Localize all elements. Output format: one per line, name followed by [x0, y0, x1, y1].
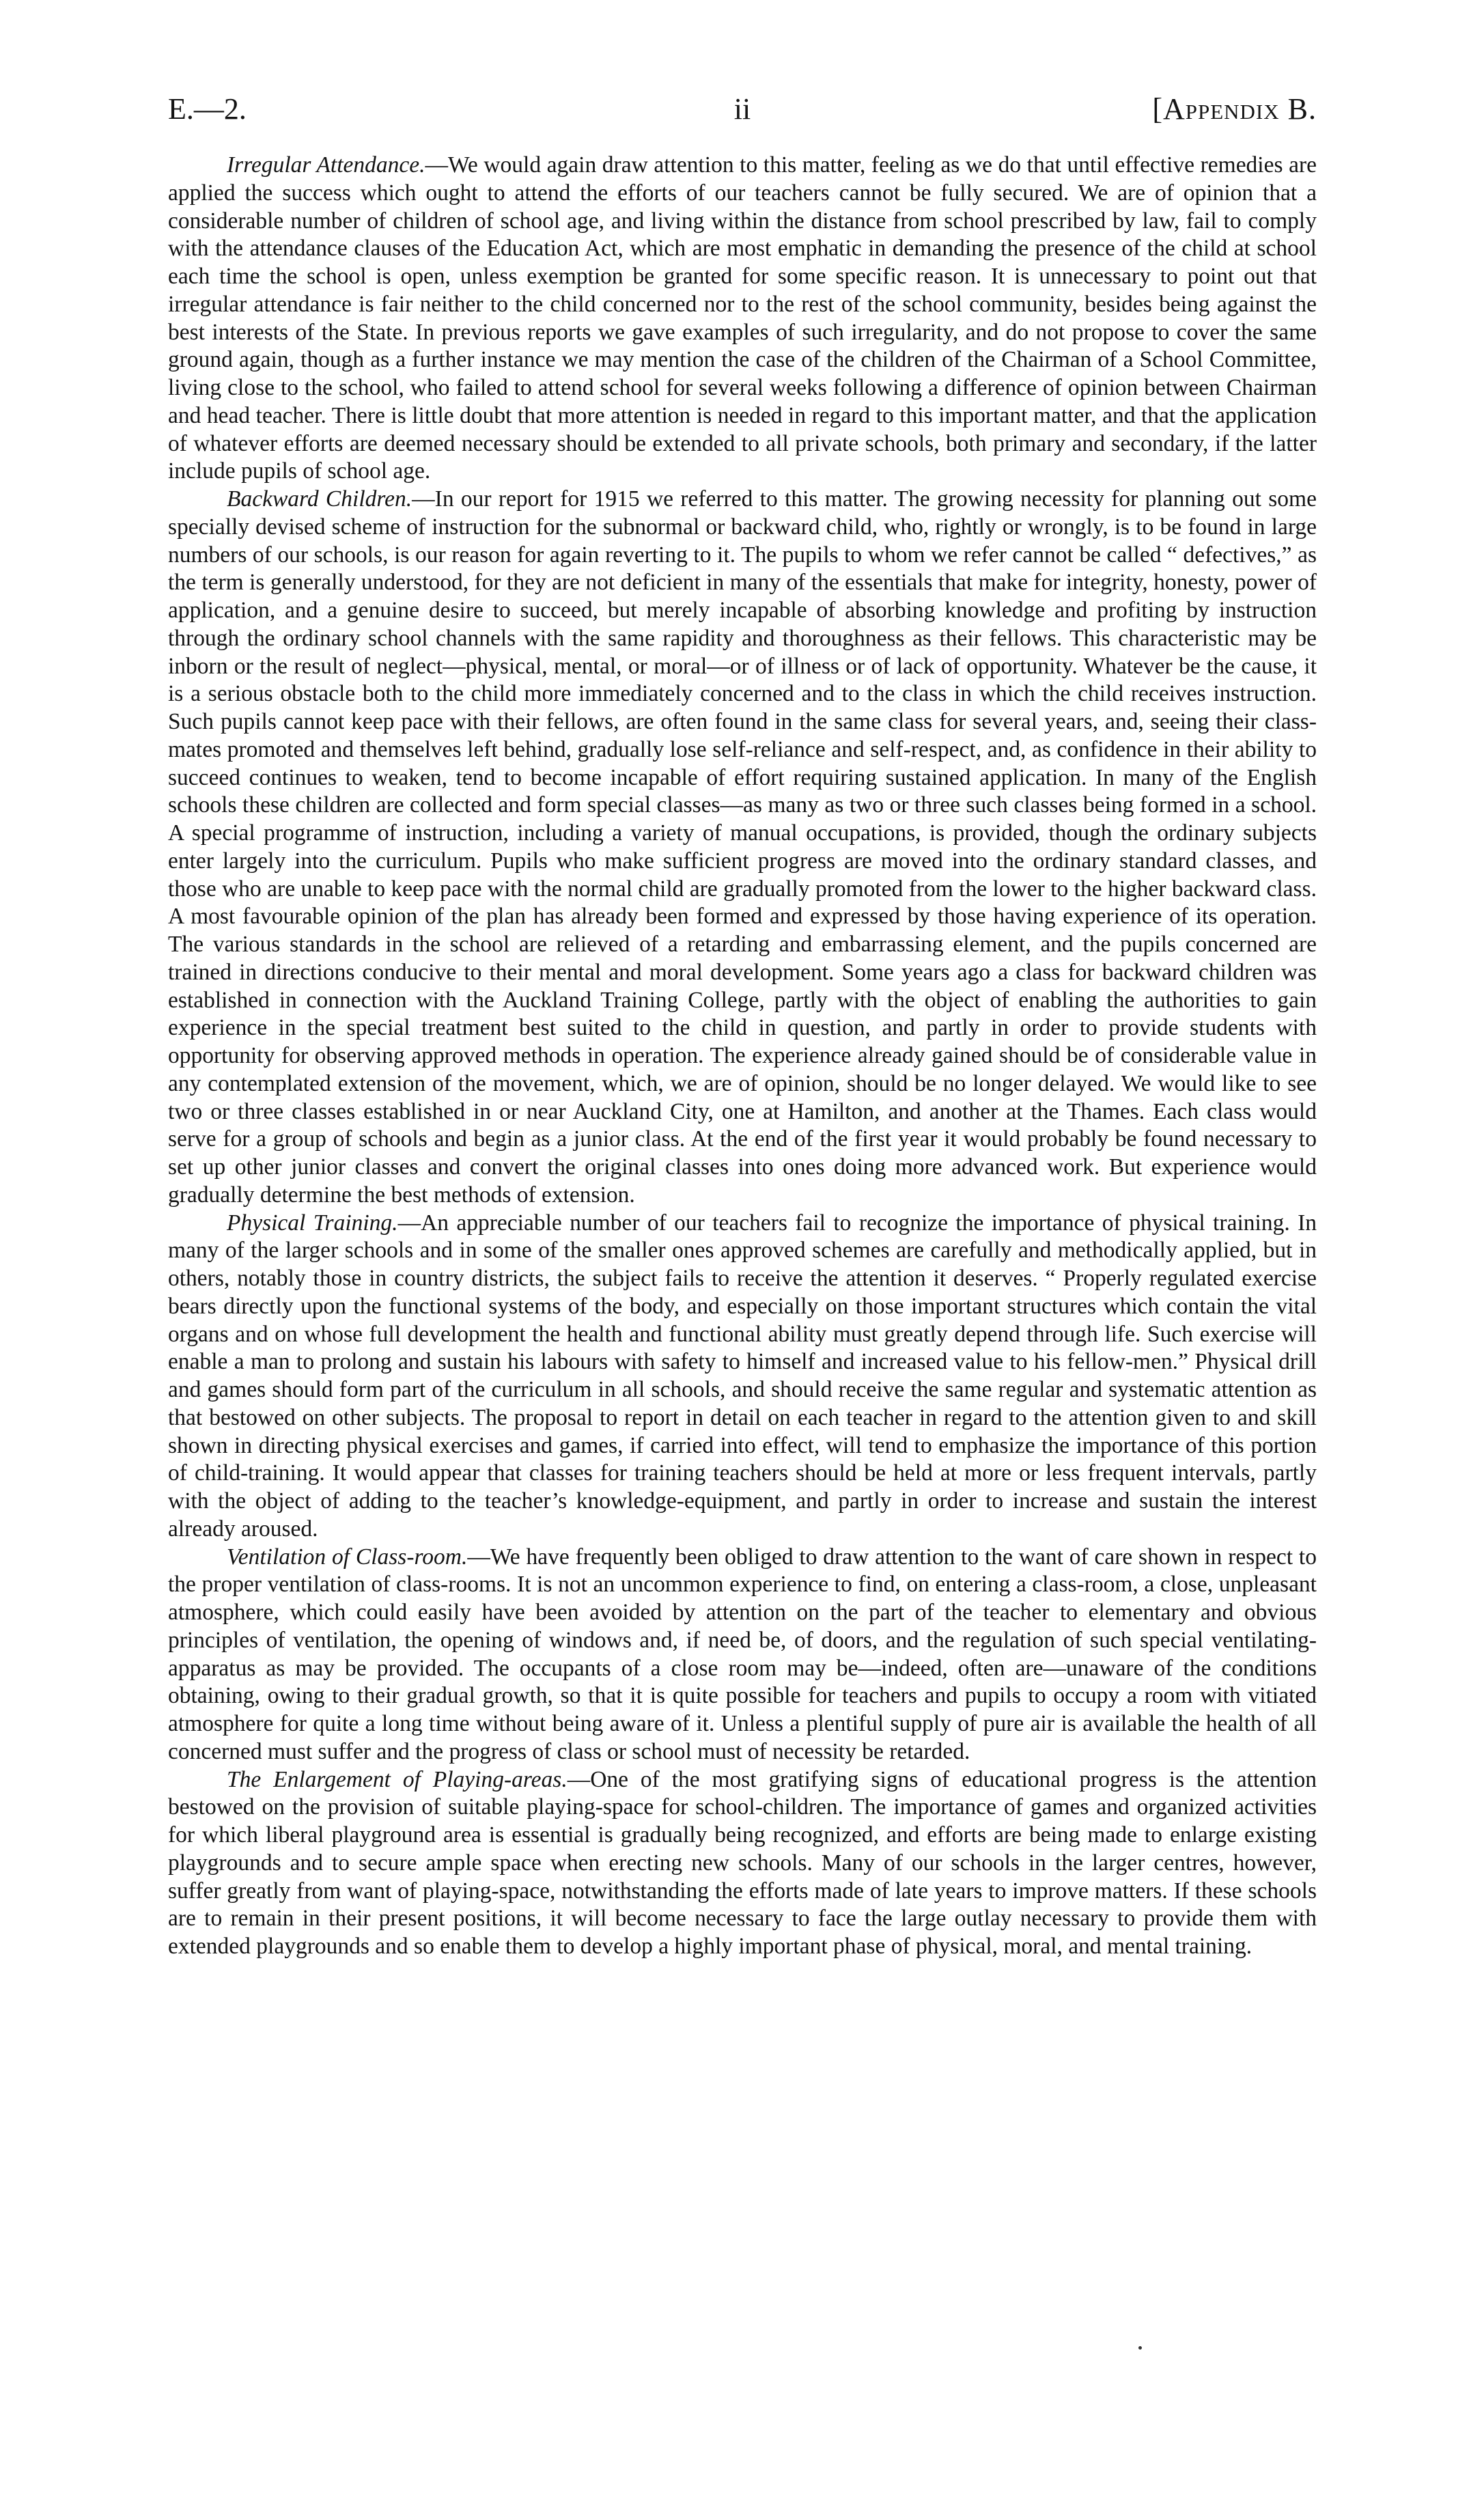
header-page-number: ii	[733, 92, 751, 126]
paragraph-backward-children	[168, 486, 1317, 1210]
paragraph-irregular-attendance	[168, 152, 1317, 486]
paragraph-heading: Ventilation of Class-room.	[227, 1544, 468, 1570]
paragraph-physical-training	[168, 1210, 1317, 1544]
paragraph-text: —One of the most gratifying signs of educational progress is the attention bestowed on the provision of suitable playing-space for school-children. The importance of games and organized activities for which liberal playground area is essential is gradually being recognized, and efforts are being made to enlarge existing playgrounds and to secure ample space when erecting new schools. Many of our schools in the larger centres, however, suffer greatly from want of playing-space, notwithstanding the efforts made of late years to improve matters. If these schools are to remain in their present positions, it will become necessary to face the large outlay necessary to provide them with extended playgrounds and so enable them to develop a highly important phase of physical, moral, and mental training.	[168, 1766, 1317, 1959]
print-mark-dot	[1138, 2346, 1142, 2350]
paragraph-text: —We would again draw attention to this matter, feeling as we do that until effective remedies are applied the success which ought to attend the efforts of our teachers cannot be fully secured. We are of opinion that a considerable number of children of school age, and living within the distance from school prescribed by law, fail to comply with the attendance clauses of the Education Act, which are most emphatic in demanding the presence of the child at school each time the school is open, unless exemption be granted for some specific reason. It is unnecessary to point out that irregular attendance is fair neither to the child concerned nor to the rest of the school community, besides being against the best interests of the State. In previous reports we gave examples of such irregularity, and do not propose to cover the same ground again, though as a further instance we may mention the case of the children of the Chairman of a School Committee, living close to the school, who failed to attend school for several weeks following a difference of opinion between Chairman and head teacher. There is little doubt that more attention is needed in regard to this important matter, and that the application of whatever efforts are deemed necessary should be extended to all private schools, both primary and secondary, if the latter include pupils of school age.	[168, 152, 1317, 484]
paragraph-text: —In our report for 1915 we referred to this matter. The growing necessity for planning out some specially devised scheme of instruction for the subnormal or backward child, who, rightly or wrongly, is to be found in large numbers of our schools, is our reason for again reverting to it. The pupils to whom we refer cannot be called “ defectives,” as the term is generally understood, for they are not deficient in many of the essentials that make for integrity, honesty, power of application, and a genuine desire to succeed, but merely incapable of absorbing knowledge and profiting by instruction through the ordinary school channels with the same rapidity and thoroughness as their fellows. This characteristic may be inborn or the result of neglect—physical, mental, or moral—or of illness or of lack of opportunity. Whatever be the cause, it is a serious obstacle both to the child more immediately concerned and to the class in which the child receives instruction. Such pupils cannot keep pace with their fellows, are often found in the same class for several years, and, seeing their class-mates promoted and themselves left behind, gradually lose self-reliance and self-respect, and, as confidence in their ability to succeed continues to weaken, tend to become incapable of effort requiring sustained application. In many of the English schools these children are collected and form special classes—as many as two or three such classes being formed in a school. A special programme of instruction, including a variety of manual occupations, is provided, though the ordinary subjects enter largely into the curriculum. Pupils who make sufficient progress are moved into the ordinary standard classes, and those who are unable to keep pace with the normal child are gradually promoted from the lower to the higher backward class. A most favourable opinion of the plan has already been formed and expressed by those having experience of its operation. The various standards in the school are relieved of a retarding and embarrassing element, and the pupils concerned are trained in directions conducive to their mental and moral development. Some years ago a class for backward children was established in connection with the Auckland Training College, partly with the object of enabling the authorities to gain experience in the special treatment best suited to the child in question, and partly in order to provide students with opportunity for observing approved methods in operation. The experience already gained should be of considerable value in any contemplated extension of the movement, which, we are of opinion, should be no longer delayed. We would like to see two or three classes established in or near Auckland City, one at Hamilton, and another at the Thames. Each class would serve for a group of schools and begin as a junior class. At the end of the first year it would probably be found necessary to set up other junior classes and convert the original classes into ones doing more advanced work. But experience would gradually determine the best methods of extension.	[168, 486, 1317, 1208]
paragraph-heading: Physical Training.	[227, 1210, 398, 1236]
paragraph-heading: The Enlargement of Playing-areas.	[227, 1766, 568, 1792]
paragraph-heading: Irregular Attendance.	[227, 152, 425, 178]
paragraph-playing-areas	[168, 1766, 1317, 1961]
paragraph-heading: Backward Children.	[227, 486, 412, 512]
page-header	[168, 89, 1317, 130]
paragraph-text: —An appreciable number of our teachers fail to recognize the importance of physical training. In many of the larger schools and in some of the smaller ones approved schemes are carefully and methodically applied, but in others, notably those in country districts, the subject fails to receive the attention it deserves. “ Properly regulated exercise bears directly upon the functional systems of the body, and especially on those important structures which contain the vital organs and on whose full development the health and functional ability must greatly depend through life. Such exercise will enable a man to prolong and sustain his labours with safety to himself and increased value to his fellow-men.” Physical drill and games should form part of the curriculum in all schools, and should receive the same regular and systematic attention as that bestowed on other subjects. The proposal to report in detail on each teacher in regard to the attention given to and skill shown in directing physical exercises and games, if carried into effect, will tend to emphasize the importance of this portion of child-training. It would appear that classes for training teachers should be held at more or less frequent intervals, partly with the object of adding to the teacher’s knowledge-equipment, and partly in order to increase and sustain the interest already aroused.	[168, 1210, 1317, 1542]
report-body	[168, 152, 1317, 1961]
paragraph-text: —We have frequently been obliged to draw attention to the want of care shown in respect to the proper ventilation of class-rooms. It is not an uncommon experience to find, on entering a class-room, a close, unpleasant atmosphere, which could easily have been avoided by attention on the part of the teacher to elementary and obvious principles of ventilation, the opening of windows and, if need be, of doors, and the regulation of such special ventilating-apparatus as may be provided. The occupants of a close room may be—indeed, often are—unaware of the conditions obtaining, owing to their gradual growth, so that it is quite possible for teachers and pupils to occupy a room with vitiated atmosphere for quite a long time without being aware of it. Unless a plentiful supply of pure air is available the health of all concerned must suffer and the progress of class or school must of necessity be retarded.	[168, 1544, 1317, 1764]
paragraph-ventilation	[168, 1544, 1317, 1766]
header-appendix-label: [Appendix B.	[1152, 92, 1317, 126]
header-report-code: E.—2.	[168, 92, 247, 126]
